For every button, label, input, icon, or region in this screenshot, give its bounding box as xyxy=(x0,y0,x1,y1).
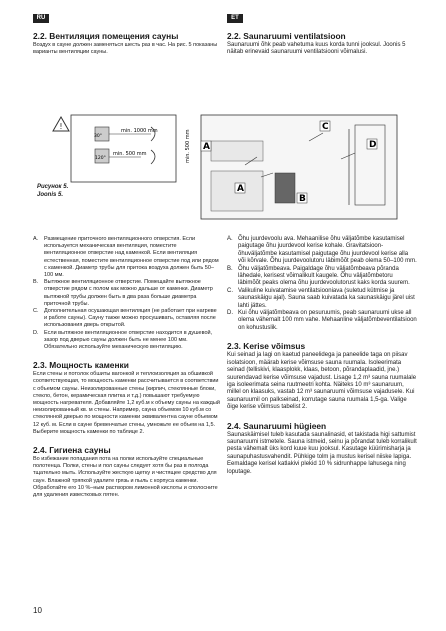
dim-label: min. 1000 mm xyxy=(121,128,158,134)
label-a: A xyxy=(203,142,210,152)
angle-label: 30° xyxy=(94,134,102,139)
ventilation-figure xyxy=(33,113,417,228)
list-item: D. Если вытяжное вентиляционное отверстие находится в душевой, зазор под дверью сауны должен быть не менее 100 мм. Обязательно используйте механическую вентиляцию. xyxy=(33,329,213,351)
caption-et: Joonis 5. xyxy=(37,191,64,198)
label-b: B xyxy=(299,194,306,204)
list-item: C. Valikuline kuivatamise ventilatsiooniava (suletud kütmise ja saunaskäigu ajal). Sauna saab kuivatada ka saunaskäigu järel uist lahti jättes. xyxy=(227,287,415,309)
section-title: 2.3. Мощность каменки xyxy=(33,360,129,371)
paragraph: Если стены и потолок обшиты вагонкой и теплоизоляция за обшивкой соответствующая, то мощность каменки рассчитывается в соответствии с объемом сауны. Неизолированные стены (кирпич, стеклянные блоки, стекло, бетон, керамическая плитка и т.д.) повышают требуемую мощность нагревателя. Добавляйте 1,2 куб.м к объему сауны на каждый неизолированный кв. м стены. Например, сауна объемом 10 куб.м со стеклянной дверью по мощности каменки эквивалентна сауне объемом 12 куб. м. Если в сауне бревенчатые стены, умножьте ее объем на 1,5. Выберите мощность каменки по таблице 2. xyxy=(33,371,220,435)
et-ventilation-intro xyxy=(227,31,417,57)
dim-label: min. 500 mm xyxy=(113,151,147,157)
page-number: 10 xyxy=(33,606,42,615)
label-a: A xyxy=(237,184,244,194)
ru-ventilation-intro xyxy=(33,31,220,56)
list-item: B. Õhu väljatõmbeava. Paigaldage õhu väljatõmbeava põranda lähedale, kerisest võimalikult kaugele. Õhu väljatõmbetoru läbimõõt peaks olema õhu juurdevoolutorust kaks korda suurem. xyxy=(227,265,410,287)
section-title: 2.4. Гигиена сауны xyxy=(33,445,111,456)
angle-label: 120° xyxy=(95,156,106,161)
ventilation-diagram xyxy=(33,113,417,228)
paragraph: Saunaskäimisel tuleb kasutada saunalinasid, et takistada higi sattumist saunaruumi istmetele. Sauna istmeid, seinu ja põrandat tuleb korralikult pesta vähemalt üks kord kuue kuu jooksul. Kasutage küürimisharja ja saunapuhastusvahendit. Pühkige tolm ja mustus kerisel niiske lapiga. Eemaldage kerisel katlakivi plekid 10 % sidrunhappe lahusega ning loputage. xyxy=(227,431,417,475)
figure-caption xyxy=(37,184,68,199)
list-item: B. Вытяжное вентиляционное отверстие. Помещайте вытяжное отверстие рядом с полом как можно дальше от каменки. Диаметр вытяжной трубы должен быть в два раза больше диаметра приточной трубы. xyxy=(33,279,213,307)
language-tag-et: ET xyxy=(227,14,243,23)
section-title: 2.2. Saunaruumi ventilatsioon xyxy=(227,31,346,41)
list-item: D. Kui õhu väljatõmbeava on pesuruumis, peab saunaruumi ukse all olema vähemalt 100 mm vahe. Mehaanline väljatõmbeventilatsioon on kohustuslik. xyxy=(227,310,417,331)
section-title: 2.3. Kerise võimsus xyxy=(227,341,306,352)
section-title: 2.2. Вентиляция помещения сауны xyxy=(33,31,179,41)
label-d: D xyxy=(369,140,377,150)
section-title: 2.4. Saunaruumi hügieen xyxy=(227,420,327,431)
svg-text:!: ! xyxy=(59,122,63,131)
dim-label: min. 500 mm xyxy=(185,129,191,163)
caption-ru: Рисунок 5. xyxy=(37,184,69,190)
heater-icon xyxy=(275,173,295,203)
ru-body xyxy=(33,236,220,499)
list-item: A. Õhu juurdevoolu ava. Mehaanilise õhu väljatõmbe kasutamisel paigutage õhu juurdevool kerise kohale. Gravitatsioon-õhuväljatõmbe kasutamisel paigutage õhu juurdevool kerise alla või kõrvale. Õhu juurdevoolutoru läbimõõt peab olema 50–100 mm. xyxy=(227,236,417,265)
list-item: A. Размещение приточного вентиляционного отверстия. Если используется механическая вентиляция, поместите вентиляционное отверстие над каменкой. Если вентиляция естественная, поместите вентиляционное отверстие под или рядом с каменкой. Диаметр трубы для притока воздуха должен быть 50–100 мм. xyxy=(33,236,219,279)
list-item: C. Дополнительная осушающая вентиляция (не работает при нагреве и работе сауны). Сауну также можно просушивать, оставляя после использования дверь открытой. xyxy=(33,308,217,329)
paragraph: Воздух в сауне должен заменяться шесть раз в час. На рис. 5 показаны варианты вентиляции сауны. xyxy=(33,42,218,56)
paragraph: Во избежание попадания пота на полки используйте специальные полотенца. Полки, стены и пол сауны следует хотя бы раз в полгода тщательно мыть. Используйте жесткую щетку и чистящее средство для саун. Влажной тряпкой удалите грязь и пыль с корпуса каменки. Обработайте его 10 %–ным раствором лимонной кислоты и сполосните для удаления известковых пятен. xyxy=(33,456,218,499)
language-tag-ru: RU xyxy=(33,14,49,23)
paragraph: Saunaruumi õhk peab vahetuma kuus korda tunni jooksul. Joonis 5 näitab erinevaid saunaruumi ventilatsiooni võimalusi. xyxy=(227,42,406,56)
label-c: C xyxy=(322,122,329,132)
paragraph: Kui seinad ja lagi on kaetud paneelidega ja paneelide taga on piisav isolatsioon, määrab kerise võimsuse sauna ruumala. Isoleerimata seinad (telliskivi, klaasplokk, klaas, betoon, põrandaplaadid, jne.) suurendavad kerise võimsuse vajadust. Lisage 1,2 m³ sauna ruumalale iga isoleerimata seina ruutmeetri kohta. Näiteks 10 m³ saunaruum, millel on klaasuks, vastab 12 m³ saunaruumi võimsuse vajadusele. Kui saunaruumil on palkseinad, korrutage sauna ruumala 1,5-ga. Valige õige kerise võimsus tabelist 2. xyxy=(227,352,417,411)
et-body xyxy=(227,236,417,476)
